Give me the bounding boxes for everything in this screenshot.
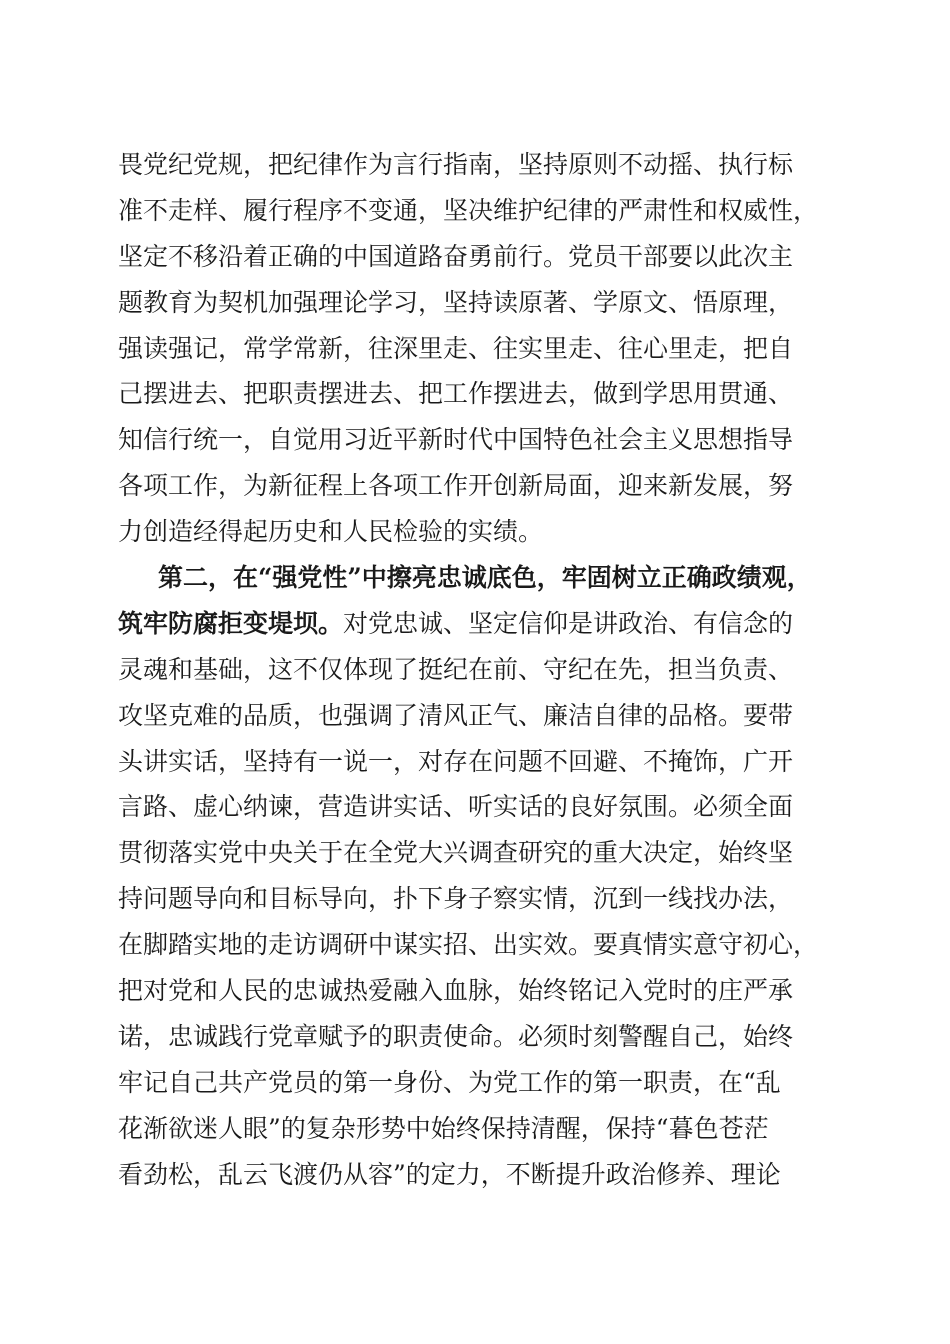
section-heading-continued [118,601,838,647]
text-line: 把对党和人民的忠诚热爱融入血脉，始终铭记入党时的庄严承 [118,976,794,1006]
text-line: 力创造经得起历史和人民检验的实绩。 [118,517,544,547]
text-line: 看劲松，乱云飞渡仍从容”的定力，不断提升政治修养、理论 [118,1159,781,1189]
body-text [118,142,838,1197]
paragraph-start: 对党忠诚、坚定信仰是讲政治、有信念的 [343,608,794,638]
text-line: 畏党纪党规，把纪律作为言行指南，坚持原则不动摇、执行标 [118,150,794,179]
text-line: 己摆进去、把职责摆进去、把工作摆进去，做到学思用贯通、 [118,379,794,409]
text-line: 各项工作，为新征程上各项工作开创新局面，迎来新发展，努 [118,471,794,501]
heading-tail: 筑牢防腐拒变堤坝。 [118,608,344,638]
text-line: 牢记自己共产党员的第一身份、为党工作的第一职责，在“乱 [118,1067,781,1097]
text-line: 头讲实话，坚持有一说一，对存在问题不回避、不掩饰，广开 [118,746,794,776]
text-line: 在脚踏实地的走访调研中谋实招、出实效。要真情实意守初心， [118,930,819,960]
text-line: 强读强记，常学常新，往深里走、往实里走、往心里走，把自 [118,333,794,363]
text-line: 坚定不移沿着正确的中国道路奋勇前行。党员干部要以此次主 [118,241,794,271]
text-line: 攻坚克难的品质，也强调了清风正气、廉洁自律的品格。要带 [118,700,794,730]
text-line: 知信行统一，自觉用习近平新时代中国特色社会主义思想指导 [118,425,794,455]
text-line: 题教育为契机加强理论学习，坚持读原著、学原文、悟原理， [118,287,794,317]
text-line: 言路、虚心纳谏，营造讲实话、听实话的良好氛围。必须全面 [118,792,794,822]
text-line: 花渐欲迷人眼”的复杂形势中始终保持清醒，保持“暮色苍茫 [118,1113,769,1143]
text-line: 诺，忠诚践行党章赋予的职责使命。必须时刻警醒自己，始终 [118,1021,794,1051]
text-line: 灵魂和基础，这不仅体现了挺纪在前、守纪在先，担当负责、 [118,654,794,684]
text-line: 持问题导向和目标导向，扑下身子察实情，沉到一线找办法， [118,884,794,914]
text-line: 准不走样、履行程序不变通，坚决维护纪律的严肃性和权威性， [118,195,819,225]
section-heading: 第二，在“强党性”中擦亮忠诚底色，牢固树立正确政绩观， [158,563,812,593]
text-line: 贯彻落实党中央关于在全党大兴调查研究的重大决定，始终坚 [118,838,794,868]
